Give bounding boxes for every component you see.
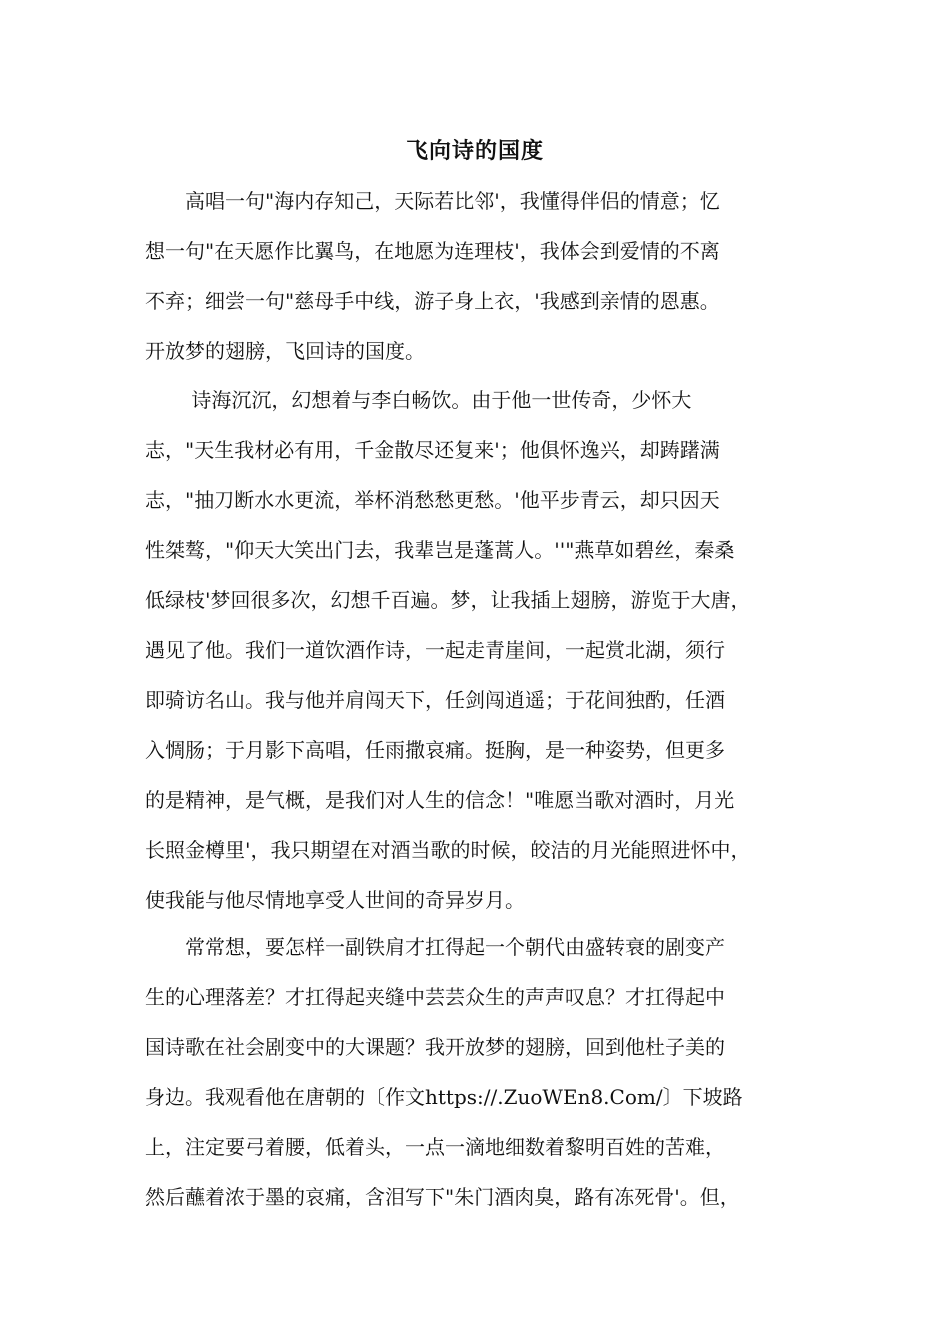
text-line: 开放梦的翅膀，飞回诗的国度。 xyxy=(145,339,425,363)
text-line: 生的心理落差？才扛得起夹缝中芸芸众生的声声叹息？才扛得起中 xyxy=(145,985,725,1009)
text-line: 使我能与他尽情地享受人世间的奇异岁月。 xyxy=(145,888,525,912)
text-line: 高唱一句"海内存知己，天际若比邻'，我懂得伴侣的情意；忆 xyxy=(145,189,720,213)
text-line: 的是精神，是气概，是我们对人生的信念！"唯愿当歌对酒时，月光 xyxy=(145,788,735,812)
text-line: 诗海沉沉，幻想着与李白畅饮。由于他一世传奇，少怀大 xyxy=(145,388,692,412)
paragraph-3 xyxy=(145,930,825,1230)
text-line: 常常想，要怎样一副铁肩才扛得起一个朝代由盛转衰的剧变产 xyxy=(145,935,725,959)
text-line: 想一句"在天愿作比翼鸟，在地愿为连理枝'，我体会到爱情的不离 xyxy=(145,239,720,263)
text-line: 然后蘸着浓于墨的哀痛，含泪写下"朱门酒肉臭，路有冻死骨'。但， xyxy=(145,1185,740,1209)
text-line: 国诗歌在社会剧变中的大课题？我开放梦的翅膀，回到他杜子美的 xyxy=(145,1035,725,1059)
paragraph-2 xyxy=(145,383,825,933)
text-line: 不弃；细尝一句"慈母手中线，游子身上衣，'我感到亲情的恩惠。 xyxy=(145,289,720,313)
text-line: 长照金樽里'，我只期望在对酒当歌的时候，皎洁的月光能照进怀中， xyxy=(145,838,751,862)
text-line: 即骑访名山。我与他并肩闯天下，任剑闯逍遥；于花间独酌，任酒 xyxy=(145,688,725,712)
text-line: 性桀骜，"仰天大笑出门去，我辈岂是蓬蒿人。''"燕草如碧丝，秦桑 xyxy=(145,538,735,562)
text-line: 身边。我观看他在唐朝的〔作文https://.ZuoWEn8.Com/〕下坡路 xyxy=(145,1085,743,1109)
text-line: 志，"抽刀断水水更流，举杯消愁愁更愁。'他平步青云，却只因天 xyxy=(145,488,720,512)
text-line: 入惆肠；于月影下高唱，任雨撒哀痛。挺胸，是一种姿势，但更多 xyxy=(145,738,725,762)
text-line: 上，注定要弓着腰，低着头，一点一滴地细数着黎明百姓的苦难， xyxy=(145,1135,725,1159)
text-line: 志，"天生我材必有用，千金散尽还复来'；他俱怀逸兴，却踌躇满 xyxy=(145,438,720,462)
paragraph-1 xyxy=(145,184,825,384)
text-line: 遇见了他。我们一道饮酒作诗，一起走青崖间，一起赏北湖，须行 xyxy=(145,638,725,662)
text-line: 低绿枝'梦回很多次，幻想千百遍。梦，让我插上翅膀，游览于大唐， xyxy=(145,588,751,612)
document-title: 飞向诗的国度 xyxy=(405,138,544,164)
